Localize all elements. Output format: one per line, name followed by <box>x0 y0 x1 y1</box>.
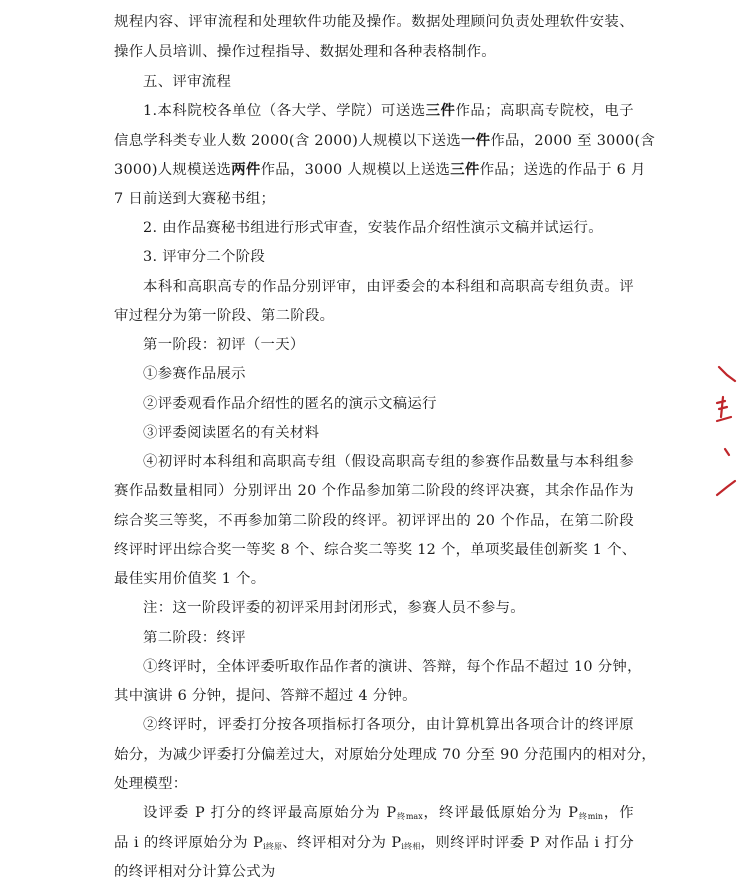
text-line: 本科和高职高专的作品分别评审，由评委会的本科组和高职高专组负责。评 <box>143 279 634 295</box>
text-line: ①终评时，全体评委听取作品作者的演讲、答辩，每个作品不超过 10 分钟， <box>143 659 642 675</box>
text-line: 处理模型： <box>114 776 188 792</box>
text-segment: 品 i 的终评原始分为 P <box>114 835 264 851</box>
formula-intro-line <box>114 833 634 857</box>
text-segment: 信息学科类专业人数 2000(含 2000)人规模以下送选 <box>114 133 461 149</box>
red-handwritten-mark <box>705 345 741 515</box>
subscript-text: i终原 <box>263 842 283 851</box>
text-line: 2. 由作品赛秘书组进行形式审查，安装作品介绍性演示文稿并试运行。 <box>143 220 603 236</box>
text-line: ①参赛作品展示 <box>143 366 246 382</box>
text-segment: 设评委 P 打分的终评最高原始分为 P <box>143 805 397 821</box>
emphasis-text: 两件 <box>231 161 261 178</box>
text-line: ③评委阅读匿名的有关材料 <box>143 425 320 441</box>
subscript-text: 终max <box>396 812 423 821</box>
text-segment: ，终评最低原始分为 P <box>422 805 579 821</box>
text-line: 3. 评审分二个阶段 <box>143 249 266 265</box>
text-line: 规程内容、评审流程和处理软件功能及操作。数据处理顾问负责处理软件安装、 <box>114 14 634 30</box>
subsection-heading: 第二阶段：终评 <box>143 630 246 646</box>
text-segment: 、终评相对分为 P <box>282 835 402 851</box>
text-segment: ，作 <box>603 805 634 821</box>
text-line: 7 日前送到大赛秘书组； <box>114 191 276 207</box>
text-segment: 作品，2000 至 3000(含 <box>490 133 656 149</box>
text-segment: 3000)人规模送选 <box>114 162 232 178</box>
text-line: ④初评时本科组和高职高专组（假设高职高专组的参赛作品数量与本科组参 <box>143 454 634 470</box>
text-segment: 作品；送选的作品于 6 月 <box>479 162 646 178</box>
text-segment: 1.本科院校各单位（各大学、学院）可送选 <box>143 103 426 119</box>
text-line: 赛作品数量相同）分别评出 20 个作品参加第二阶段的终评决赛，其余作品作为 <box>114 483 634 499</box>
text-line: 操作人员培训、操作过程指导、数据处理和各种表格制作。 <box>114 44 496 60</box>
text-line: 综合奖三等奖，不再参加第二阶段的终评。初评评出的 20 个作品，在第二阶段 <box>114 513 634 529</box>
subscript-text: 终min <box>578 812 604 821</box>
text-segment: 作品，3000 人规模以上送选 <box>260 162 451 178</box>
subscript-text: i终相 <box>401 842 421 851</box>
subsection-heading: 第一阶段：初评（一天） <box>143 337 305 353</box>
text-line: 的终评相对分计算公式为 <box>114 864 276 880</box>
emphasis-text: 一件 <box>460 132 491 149</box>
text-line: 其中演讲 6 分钟，提问、答辩不超过 4 分钟。 <box>114 688 417 704</box>
emphasis-text: 三件 <box>450 161 480 178</box>
text-line: 始分，为减少评委打分偏差过大，对原始分处理成 70 分至 90 分范围内的相对分， <box>114 747 657 763</box>
text-line <box>143 101 634 121</box>
text-segment: ，则终评时评委 P 对作品 i 打分 <box>420 835 634 851</box>
text-line: ②评委观看作品介绍性的匿名的演示文稿运行 <box>143 396 437 412</box>
text-line: 审过程分为第一阶段、第二阶段。 <box>114 308 335 324</box>
text-line: 终评时评出综合奖一等奖 8 个、综合奖二等奖 12 个，单项奖最佳创新奖 1 个、 <box>114 542 637 558</box>
text-line: 最佳实用价值奖 1 个。 <box>114 571 266 587</box>
text-line <box>114 131 656 151</box>
formula-intro-line <box>143 803 634 827</box>
text-segment: 作品；高职高专院校，电子 <box>455 103 634 119</box>
emphasis-text: 三件 <box>425 102 456 119</box>
section-heading: 五、评审流程 <box>143 74 232 90</box>
note-line: 注：这一阶段评委的初评采用封闭形式，参赛人员不参与。 <box>143 600 525 616</box>
text-line <box>114 160 646 180</box>
text-line: ②终评时，评委打分按各项指标打各项分，由计算机算出各项合计的终评原 <box>143 717 634 733</box>
